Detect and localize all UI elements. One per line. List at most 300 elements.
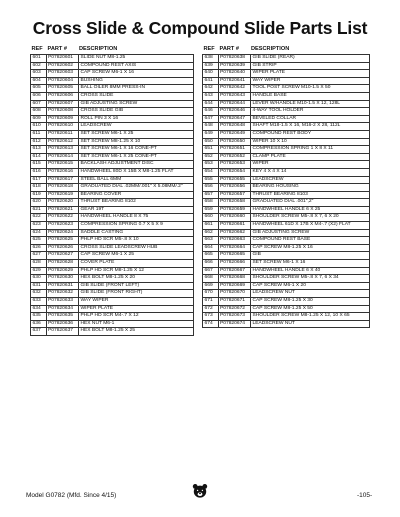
ref-cell: 663	[203, 237, 219, 245]
part-number-cell: P07820610	[46, 123, 79, 131]
ref-cell: 651	[203, 146, 219, 154]
table-row	[203, 199, 370, 207]
description-cell: THRUST BEARING 8102	[79, 199, 194, 207]
ref-cell: 609	[31, 115, 47, 123]
part-number-cell: P07820665	[218, 252, 251, 260]
ref-cell: 670	[203, 290, 219, 298]
part-number-cell: P07820637	[46, 328, 79, 336]
part-number-cell: P07820636	[46, 320, 79, 328]
part-number-cell: P07820653	[218, 161, 251, 169]
ref-cell: 639	[203, 62, 219, 70]
table-row	[31, 222, 194, 230]
part-number-cell: P07820617	[46, 176, 79, 184]
parts-table-right	[202, 44, 370, 328]
part-number-cell: P07820652	[218, 153, 251, 161]
description-cell: WIPER PLATE	[251, 70, 370, 78]
description-cell: GRADUATED DIAL .001",2"	[251, 199, 370, 207]
ref-cell: 655	[203, 176, 219, 184]
table-row	[203, 305, 370, 313]
description-cell: COVER PLATE	[79, 260, 194, 268]
ref-cell: 647	[203, 115, 219, 123]
part-number-cell: P07820674	[218, 320, 251, 328]
table-row	[31, 108, 194, 116]
description-cell: PHLP HD SCR M8-1.25 X 12	[79, 267, 194, 275]
description-cell: HANDWHEEL HANDLE 8 X 75	[79, 214, 194, 222]
ref-cell: 605	[31, 85, 47, 93]
table-row	[31, 115, 194, 123]
part-number-cell: P07820642	[218, 85, 251, 93]
description-cell: LEADSCREW	[251, 176, 370, 184]
ref-cell: 669	[203, 282, 219, 290]
page-title: Cross Slide & Compound Slide Parts List	[32, 18, 368, 38]
ref-cell: 617	[31, 176, 47, 184]
description-cell: PHLP HD SCR M4-.7 X 12	[79, 313, 194, 321]
table-row	[203, 320, 370, 328]
part-number-cell: P07820607	[46, 100, 79, 108]
ref-cell: 659	[203, 206, 219, 214]
table-row	[203, 123, 370, 131]
description-cell: TOOL POST SCREW M10-1.5 X 50	[251, 85, 370, 93]
description-cell: SET SCREW M8-1.25 X 10	[79, 138, 194, 146]
ref-cell: 616	[31, 168, 47, 176]
part-number-cell: P07820672	[218, 305, 251, 313]
model-footer: Model G0782 (Mfd. Since 4/15)	[26, 492, 117, 499]
description-cell: SHOULDER SCREW M8-1.25 X 12, 10 X 65	[251, 313, 370, 321]
part-number-cell: P07820634	[46, 305, 79, 313]
part-number-cell: P07820667	[218, 267, 251, 275]
description-cell: COMPOUND REST BODY	[251, 130, 370, 138]
table-row	[31, 252, 194, 260]
ref-cell: 648	[203, 123, 219, 131]
table-row	[203, 168, 370, 176]
part-number-cell: P07820641	[218, 77, 251, 85]
part-number-cell: P07820650	[218, 138, 251, 146]
description-cell: BEVELED COLLAR	[251, 115, 370, 123]
part-number-cell: P07820631	[46, 282, 79, 290]
part-number-cell: P07820625	[46, 237, 79, 245]
table-row	[31, 191, 194, 199]
description-cell: LEADSCREW	[79, 123, 194, 131]
description-cell: LEADSCREW NUT	[251, 290, 370, 298]
ref-cell: 608	[31, 108, 47, 116]
table-row	[31, 161, 194, 169]
table-row	[31, 320, 194, 328]
table-row	[31, 267, 194, 275]
description-cell: BACKLASH ADJUSTMENT DISC	[79, 161, 194, 169]
table-row	[31, 62, 194, 70]
ref-cell: 668	[203, 275, 219, 283]
part-number-cell: P07820661	[218, 222, 251, 230]
table-row	[203, 313, 370, 321]
ref-cell: 614	[31, 153, 47, 161]
description-cell: WAY WIPER	[79, 298, 194, 306]
description-cell: SET SCREW M6-1 X 16	[251, 260, 370, 268]
table-row	[203, 229, 370, 237]
part-number-cell: P07820654	[218, 168, 251, 176]
ref-cell: 638	[203, 55, 219, 63]
ref-cell: 662	[203, 229, 219, 237]
table-row	[31, 260, 194, 268]
part-number-cell: P07820621	[46, 206, 79, 214]
description-cell: GIB SLIDE (REAR)	[251, 55, 370, 63]
table-row	[31, 275, 194, 283]
table-row	[203, 176, 370, 184]
part-number-cell: P07820644	[218, 100, 251, 108]
ref-cell: 621	[31, 206, 47, 214]
table-row	[203, 282, 370, 290]
table-row	[203, 115, 370, 123]
part-number-cell: P07820626	[46, 244, 79, 252]
part-number-cell: P07820629	[46, 267, 79, 275]
description-cell: CAP SCREW M8-1.25 X 16	[251, 244, 370, 252]
description-cell: WIPER 10 X 10	[251, 138, 370, 146]
ref-cell: 633	[31, 298, 47, 306]
part-number-cell: P07820618	[46, 184, 79, 192]
part-number-cell: P07820646	[218, 108, 251, 116]
ref-cell: 666	[203, 260, 219, 268]
description-header: DESCRIPTION	[251, 46, 290, 52]
table-row	[203, 92, 370, 100]
ref-cell: 637	[31, 328, 47, 336]
description-cell: HANDWHEEL 80D X 15B X M8-1.25 FLAT	[79, 168, 194, 176]
ref-cell: 611	[31, 130, 47, 138]
ref-cell: 664	[203, 244, 219, 252]
table-row	[31, 298, 194, 306]
part-number-cell: P07820664	[218, 244, 251, 252]
table-row	[31, 206, 194, 214]
part-number-cell: P07820643	[218, 92, 251, 100]
table-row	[31, 176, 194, 184]
part-number-cell: P07820604	[46, 77, 79, 85]
ref-cell: 622	[31, 214, 47, 222]
table-row	[203, 62, 370, 70]
table-row	[31, 146, 194, 154]
table-row	[203, 275, 370, 283]
table-row	[203, 108, 370, 116]
table-row	[203, 290, 370, 298]
part-number-header: PART #	[47, 46, 67, 52]
description-cell: STEEL BALL 6MM	[79, 176, 194, 184]
description-cell: HEX NUT M6-1	[79, 320, 194, 328]
part-number-cell: P07820601	[46, 55, 79, 63]
ref-cell: 644	[203, 100, 219, 108]
part-number-cell: P07820624	[46, 229, 79, 237]
ref-cell: 661	[203, 222, 219, 230]
table-row	[31, 138, 194, 146]
part-number-cell: P07820614	[46, 153, 79, 161]
part-number-cell: P07820659	[218, 206, 251, 214]
ref-cell: 665	[203, 252, 219, 260]
ref-cell: 657	[203, 191, 219, 199]
description-cell: GIB SLIDE (FRONT LEFT)	[79, 282, 194, 290]
table-row	[31, 282, 194, 290]
description-cell: CLAMP PLATE	[251, 153, 370, 161]
description-cell: HEX BOLT M8-1.25 X 25	[79, 328, 194, 336]
table-row	[203, 252, 370, 260]
description-cell: HEX BOLT M8-1.25 X 20	[79, 275, 194, 283]
ref-cell: 667	[203, 267, 219, 275]
table-row	[31, 290, 194, 298]
table-row	[203, 244, 370, 252]
part-number-cell: P07820669	[218, 282, 251, 290]
description-cell: GIB ADJUSTING SCREW	[251, 229, 370, 237]
ref-cell: 613	[31, 146, 47, 154]
part-number-cell: P07820649	[218, 130, 251, 138]
description-cell: THRUST BEARING 8103	[251, 191, 370, 199]
ref-cell: 628	[31, 260, 47, 268]
description-cell: HANDWHEEL HANDLE 6 X 40	[251, 267, 370, 275]
ref-cell: 641	[203, 77, 219, 85]
part-number-header: PART #	[219, 46, 239, 52]
ref-cell: 606	[31, 92, 47, 100]
table-row	[31, 85, 194, 93]
ref-cell: 602	[31, 62, 47, 70]
ref-cell: 627	[31, 252, 47, 260]
description-cell: KEY 4 X 4 X 14	[251, 168, 370, 176]
description-cell: HANDWHEEL HANDLE 6 X 25	[251, 206, 370, 214]
table-row	[203, 214, 370, 222]
description-cell: CAP SCREW M6-1 X 20	[251, 282, 370, 290]
table-row	[31, 328, 194, 336]
table-row	[31, 168, 194, 176]
description-cell: GIB	[251, 252, 370, 260]
ref-cell: 629	[31, 267, 47, 275]
ref-header: REF	[31, 46, 43, 52]
ref-cell: 601	[31, 55, 47, 63]
description-cell: SHOULDER SCREW M5-.8 X 7, 6 X 20	[251, 214, 370, 222]
parts-table-left	[30, 44, 194, 336]
table-row	[31, 214, 194, 222]
table-row	[31, 313, 194, 321]
ref-cell: 626	[31, 244, 47, 252]
table-row	[31, 100, 194, 108]
description-cell: SADDLE CASTING	[79, 229, 194, 237]
ref-cell: 653	[203, 161, 219, 169]
part-number-cell: P07820602	[46, 62, 79, 70]
ref-cell: 671	[203, 298, 219, 306]
table-row	[31, 130, 194, 138]
part-number-cell: P07820620	[46, 199, 79, 207]
ref-cell: 649	[203, 130, 219, 138]
part-number-cell: P07820660	[218, 214, 251, 222]
part-number-cell: P07820609	[46, 115, 79, 123]
ref-cell: 636	[31, 320, 47, 328]
ref-cell: 603	[31, 70, 47, 78]
part-number-cell: P07820655	[218, 176, 251, 184]
ref-cell: 658	[203, 199, 219, 207]
ref-cell: 631	[31, 282, 47, 290]
table-row	[203, 267, 370, 275]
table-row	[203, 298, 370, 306]
table-row	[203, 146, 370, 154]
part-number-cell: P07820666	[218, 260, 251, 268]
part-number-cell: P07820623	[46, 222, 79, 230]
description-cell: COMPOUND REST BASE	[251, 237, 370, 245]
description-cell: GIB SLIDE (FRONT RIGHT)	[79, 290, 194, 298]
description-cell: GEAR 19T	[79, 206, 194, 214]
ref-cell: 630	[31, 275, 47, 283]
ref-header: REF	[203, 46, 215, 52]
description-cell: SLIDE NUT M8-1.25	[79, 55, 194, 63]
description-cell: GRADUATED DIAL .02MM/.001" X 5.08MM/.2"	[79, 184, 194, 192]
table-row	[203, 222, 370, 230]
ref-cell: 642	[203, 85, 219, 93]
table-row	[31, 184, 194, 192]
description-cell: GIB STRIP	[251, 62, 370, 70]
part-number-cell: P07820647	[218, 115, 251, 123]
description-cell: CAP SCREW M8-1.25 X 50	[251, 305, 370, 313]
part-number-cell: P07820668	[218, 275, 251, 283]
table-row	[203, 161, 370, 169]
part-number-cell: P07820663	[218, 237, 251, 245]
ref-cell: 632	[31, 290, 47, 298]
description-cell: COMPRESSION SPRING 1 X 8 X 11	[251, 146, 370, 154]
ref-cell: 610	[31, 123, 47, 131]
part-number-cell: P07820632	[46, 290, 79, 298]
part-number-cell: P07820670	[218, 290, 251, 298]
description-cell: BEARING COVER	[79, 191, 194, 199]
part-number-cell: P07820628	[46, 260, 79, 268]
ref-cell: 607	[31, 100, 47, 108]
part-number-cell: P07820658	[218, 199, 251, 207]
table-row	[203, 130, 370, 138]
part-number-cell: P07820619	[46, 191, 79, 199]
description-cell: WAY WIPER	[251, 77, 370, 85]
description-cell: COMPRESSION SPRING 0.7 X 5 X 9	[79, 222, 194, 230]
part-number-cell: P07820648	[218, 123, 251, 131]
page-number: -105-	[357, 492, 373, 499]
description-cell: BALL OILER 8MM PRESS-IN	[79, 85, 194, 93]
part-number-cell: P07820603	[46, 70, 79, 78]
ref-cell: 635	[31, 313, 47, 321]
ref-cell: 650	[203, 138, 219, 146]
description-cell: SET SCREW M6-1 X 25	[79, 130, 194, 138]
table-row	[31, 229, 194, 237]
ref-cell: 634	[31, 305, 47, 313]
part-number-cell: P07820616	[46, 168, 79, 176]
part-number-cell: P07820627	[46, 252, 79, 260]
ref-cell: 604	[31, 77, 47, 85]
table-row	[31, 305, 194, 313]
table-row	[203, 206, 370, 214]
table-header	[202, 44, 370, 54]
ref-cell: 640	[203, 70, 219, 78]
ref-cell: 612	[31, 138, 47, 146]
description-cell: SET SCREW M6-1 X 16 CONE-PT	[79, 146, 194, 154]
table-header	[30, 44, 194, 54]
ref-cell: 623	[31, 222, 47, 230]
description-cell: SET SCREW M6-1 X 25 CONE-PT	[79, 153, 194, 161]
ref-cell: 615	[31, 161, 47, 169]
table-row	[31, 92, 194, 100]
table-row	[203, 153, 370, 161]
ref-cell: 646	[203, 108, 219, 116]
description-cell: CAP SCREW M6-1 X 16	[79, 70, 194, 78]
part-number-cell: P07820639	[218, 62, 251, 70]
table-row	[31, 77, 194, 85]
ref-cell: 643	[203, 92, 219, 100]
ref-cell: 672	[203, 305, 219, 313]
table-row	[31, 55, 194, 63]
description-cell: CROSS SLIDE GIB	[79, 108, 194, 116]
table-row	[203, 70, 370, 78]
ref-cell: 660	[203, 214, 219, 222]
table-row	[31, 123, 194, 131]
description-cell: HANDLE BASE	[251, 92, 370, 100]
part-number-cell: P07820657	[218, 191, 251, 199]
ref-cell: 620	[31, 199, 47, 207]
description-cell: SHAFT M18-1.5 X 16, M16-2 X 28, 112L	[251, 123, 370, 131]
ref-cell: 654	[203, 168, 219, 176]
description-cell: WIPER	[251, 161, 370, 169]
part-number-cell: P07820662	[218, 229, 251, 237]
description-cell: BUSHING	[79, 77, 194, 85]
part-number-cell: P07820606	[46, 92, 79, 100]
part-number-cell: P07820622	[46, 214, 79, 222]
ref-cell: 624	[31, 229, 47, 237]
table-row	[31, 70, 194, 78]
description-cell: LEVER W/HANDLE M10-1.5 X 12, 128L	[251, 100, 370, 108]
table-row	[203, 237, 370, 245]
ref-cell: 673	[203, 313, 219, 321]
description-cell: SHOULDER SCREW M5-.8 X 7, 6 X 34	[251, 275, 370, 283]
table-row	[203, 184, 370, 192]
part-number-cell: P07820605	[46, 85, 79, 93]
table-row	[203, 100, 370, 108]
part-number-cell: P07820640	[218, 70, 251, 78]
part-number-cell: P07820615	[46, 161, 79, 169]
description-cell: CROSS SLIDE	[79, 92, 194, 100]
part-number-cell: P07820635	[46, 313, 79, 321]
description-cell: CAP SCREW M6-1 X 25	[79, 252, 194, 260]
table-row	[203, 77, 370, 85]
description-cell: 4-WAY TOOL HOLDER	[251, 108, 370, 116]
table-row	[203, 138, 370, 146]
description-cell: GIB ADJUSTING SCREW	[79, 100, 194, 108]
part-number-cell: P07820656	[218, 184, 251, 192]
ref-cell: 674	[203, 320, 219, 328]
description-cell: BEARING HOUSING	[251, 184, 370, 192]
part-number-cell: P07820671	[218, 298, 251, 306]
table-row	[31, 237, 194, 245]
ref-cell: 652	[203, 153, 219, 161]
ref-cell: 625	[31, 237, 47, 245]
table-row	[203, 55, 370, 63]
description-header: DESCRIPTION	[79, 46, 118, 52]
ref-cell: 618	[31, 184, 47, 192]
part-number-cell: P07820612	[46, 138, 79, 146]
description-cell: LEADSCREW NUT	[251, 320, 370, 328]
part-number-cell: P07820630	[46, 275, 79, 283]
part-number-cell: P07820613	[46, 146, 79, 154]
table-row	[203, 191, 370, 199]
table-row	[203, 260, 370, 268]
ref-cell: 619	[31, 191, 47, 199]
description-cell: CAP SCREW M8-1.25 X 30	[251, 298, 370, 306]
description-cell: PHLP HD SCR M5-.8 X 10	[79, 237, 194, 245]
table-row	[31, 244, 194, 252]
bear-head-icon	[192, 483, 208, 499]
table-row	[31, 153, 194, 161]
table-row	[203, 85, 370, 93]
ref-cell: 656	[203, 184, 219, 192]
description-cell: WIPER PLATE	[79, 305, 194, 313]
table-row	[31, 199, 194, 207]
part-number-cell: P07820673	[218, 313, 251, 321]
description-cell: CROSS SLIDE LEADSCREW HUB	[79, 244, 194, 252]
description-cell: ROLL PIN 3 X 16	[79, 115, 194, 123]
description-cell: COMPOUND REST AXIS	[79, 62, 194, 70]
